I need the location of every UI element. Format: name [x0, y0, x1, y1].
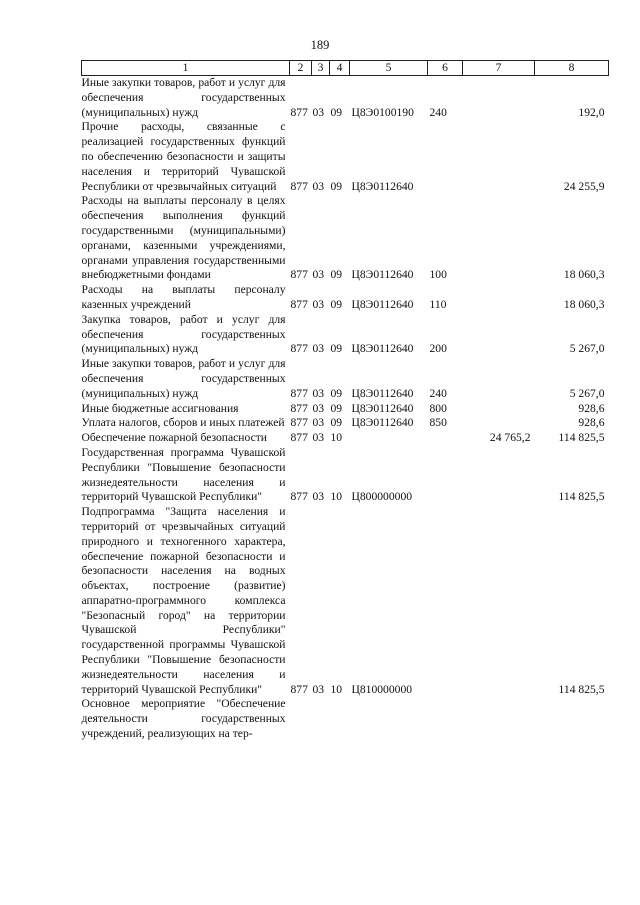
amount-col8: 192,0: [578, 105, 605, 119]
ministry-code: 877: [290, 386, 308, 400]
target-article-code: Ц8Э0112640: [351, 416, 414, 430]
table-row: [82, 357, 609, 401]
header-cell: 3: [312, 61, 330, 76]
amount-col8: [535, 697, 609, 741]
ministry-code: 877: [290, 682, 308, 696]
header-cell: 8: [535, 61, 609, 76]
expense-type-code: 240: [429, 386, 447, 400]
table-row: [82, 76, 609, 121]
subsection-code: [330, 697, 350, 741]
amount-col7: [463, 76, 535, 121]
section-code: 03: [312, 297, 325, 311]
target-article-code: Ц8Э0112640: [351, 386, 414, 400]
amount-col8: 114 825,5: [558, 682, 605, 696]
expense-type-code: [428, 697, 463, 741]
table-header-row: [82, 61, 609, 76]
amount-col8: 18 060,3: [563, 297, 605, 311]
section-code: 03: [312, 490, 325, 504]
section-code: 03: [312, 268, 325, 282]
amount-col8: 5 267,0: [569, 342, 605, 356]
section-code: 03: [312, 682, 325, 696]
subsection-code: 09: [330, 401, 343, 415]
table-row: [82, 416, 609, 431]
section-code: 03: [312, 401, 325, 415]
amount-col7: [463, 283, 535, 313]
expense-type-code: 800: [429, 401, 447, 415]
amount-col7: [463, 120, 535, 194]
row-description: Закупка товаров, работ и услуг для обеспечения государственных (муниципальных) нужд: [81, 312, 286, 356]
ministry-code: 877: [290, 268, 308, 282]
amount-col7: [463, 402, 535, 417]
table-row: [82, 697, 609, 741]
target-article-code: [350, 431, 428, 446]
ministry-code: 877: [290, 179, 308, 193]
expense-type-code: 100: [429, 268, 447, 282]
expense-type-code: 200: [429, 342, 447, 356]
subsection-code: 09: [330, 416, 343, 430]
amount-col7: [463, 313, 535, 357]
subsection-code: 09: [330, 342, 343, 356]
budget-table: [81, 60, 609, 742]
row-description: Расходы на выплаты персоналу в целях обеспечения выполнения функций государственными (муниципальными) органами, казенными учреждениями, органами управления государственными внебюджетными фондами: [81, 194, 286, 282]
amount-col7: [463, 505, 535, 697]
target-article-code: Ц810000000: [351, 682, 413, 696]
ministry-code: 877: [290, 297, 308, 311]
amount-col8: 5 267,0: [569, 386, 605, 400]
expense-type-code: 850: [429, 416, 447, 430]
target-article-code: Ц8Э0112640: [351, 342, 414, 356]
section-code: 03: [312, 386, 325, 400]
section-code: 03: [312, 431, 325, 445]
amount-col8: 928,6: [578, 401, 605, 415]
table-row: [82, 194, 609, 283]
section-code: 03: [312, 179, 325, 193]
subsection-code: 09: [330, 179, 343, 193]
ministry-code: 877: [290, 342, 308, 356]
header-cell: 1: [82, 61, 290, 76]
target-article-code: Ц8Э0112640: [351, 268, 414, 282]
target-article-code: Ц8Э0112640: [351, 401, 414, 415]
subsection-code: 10: [330, 490, 343, 504]
header-cell: 6: [428, 61, 463, 76]
section-code: [312, 697, 330, 741]
amount-col8: 114 825,5: [558, 431, 605, 445]
target-article-code: Ц8Э0100190: [351, 105, 414, 119]
target-article-code: [350, 697, 428, 741]
table-row: [82, 402, 609, 417]
row-description: Государственная программа Чувашской Республики "Повышение безопасности жизнедеятельности населения и территорий Чувашской Республики": [81, 445, 286, 504]
expense-type-code: [428, 431, 463, 446]
amount-col7: [463, 357, 535, 401]
expense-type-code: 110: [429, 297, 447, 311]
table-row: [82, 283, 609, 313]
ministry-code: 877: [290, 105, 308, 119]
expense-type-code: [428, 120, 463, 194]
target-article-code: Ц8Э0112640: [351, 179, 414, 193]
row-description: Обеспечение пожарной безопасности: [81, 431, 268, 445]
section-code: 03: [312, 342, 325, 356]
row-description: Подпрограмма "Защита населения и территорий от чрезвычайных ситуаций природного и техногенного характера, обеспечение пожарной безопасности и безопасности населения на водных объектах, построение (развитие) аппаратно-программного комплекса "Безопасный город" на территории Чувашской Республики" государственной программы Чувашской Республики "Повышение безопасности жизнедеятельности населения и территорий Чувашской Республики": [81, 505, 286, 696]
subsection-code: 10: [330, 682, 343, 696]
row-description: Расходы на выплаты персоналу казенных учреждений: [81, 283, 286, 311]
row-description: Прочие расходы, связанные с реализацией государственных функций по обеспечению безопасности и защиты населения и территорий Чувашской Республики от чрезвычайных ситуаций: [81, 120, 286, 193]
amount-col8: 18 060,3: [563, 268, 605, 282]
header-cell: 4: [330, 61, 350, 76]
row-description: Иные закупки товаров, работ и услуг для обеспечения государственных (муниципальных) нужд: [81, 76, 286, 119]
section-code: 03: [312, 105, 325, 119]
amount-col8: 928,6: [578, 416, 605, 430]
subsection-code: 09: [330, 268, 343, 282]
section-code: 03: [312, 416, 325, 430]
header-cell: 5: [350, 61, 428, 76]
amount-col8: 114 825,5: [558, 490, 605, 504]
amount-col7: 24 765,2: [489, 431, 531, 445]
subsection-code: 10: [330, 431, 343, 445]
amount-col8: 24 255,9: [563, 179, 605, 193]
row-description: Уплата налогов, сборов и иных платежей: [81, 416, 285, 430]
amount-col7: [463, 416, 535, 431]
amount-col7: [463, 697, 535, 741]
table-row: [82, 431, 609, 446]
subsection-code: 09: [330, 386, 343, 400]
table-row: [82, 446, 609, 505]
page-number: 189: [310, 38, 330, 52]
expense-type-code: 240: [429, 105, 447, 119]
table-row: [82, 313, 609, 357]
target-article-code: Ц800000000: [351, 490, 413, 504]
row-description: Иные закупки товаров, работ и услуг для обеспечения государственных (муниципальных) нужд: [81, 357, 286, 400]
row-description: Иные бюджетные ассигнования: [81, 401, 239, 415]
ministry-code: 877: [290, 490, 308, 504]
target-article-code: Ц8Э0112640: [351, 297, 414, 311]
subsection-code: 09: [330, 297, 343, 311]
expense-type-code: [428, 446, 463, 505]
ministry-code: 877: [290, 431, 308, 445]
ministry-code: [290, 697, 312, 741]
amount-col7: [463, 446, 535, 505]
row-description: Основное мероприятие "Обеспечение деятельности государственных учреждений, реализующих на тер-: [81, 697, 286, 741]
header-cell: 7: [463, 61, 535, 76]
ministry-code: 877: [290, 401, 308, 415]
header-cell: 2: [290, 61, 312, 76]
table-row: [82, 505, 609, 697]
expense-type-code: [428, 505, 463, 697]
amount-col7: [463, 194, 535, 283]
subsection-code: 09: [330, 105, 343, 119]
table-row: [82, 120, 609, 194]
ministry-code: 877: [290, 416, 308, 430]
